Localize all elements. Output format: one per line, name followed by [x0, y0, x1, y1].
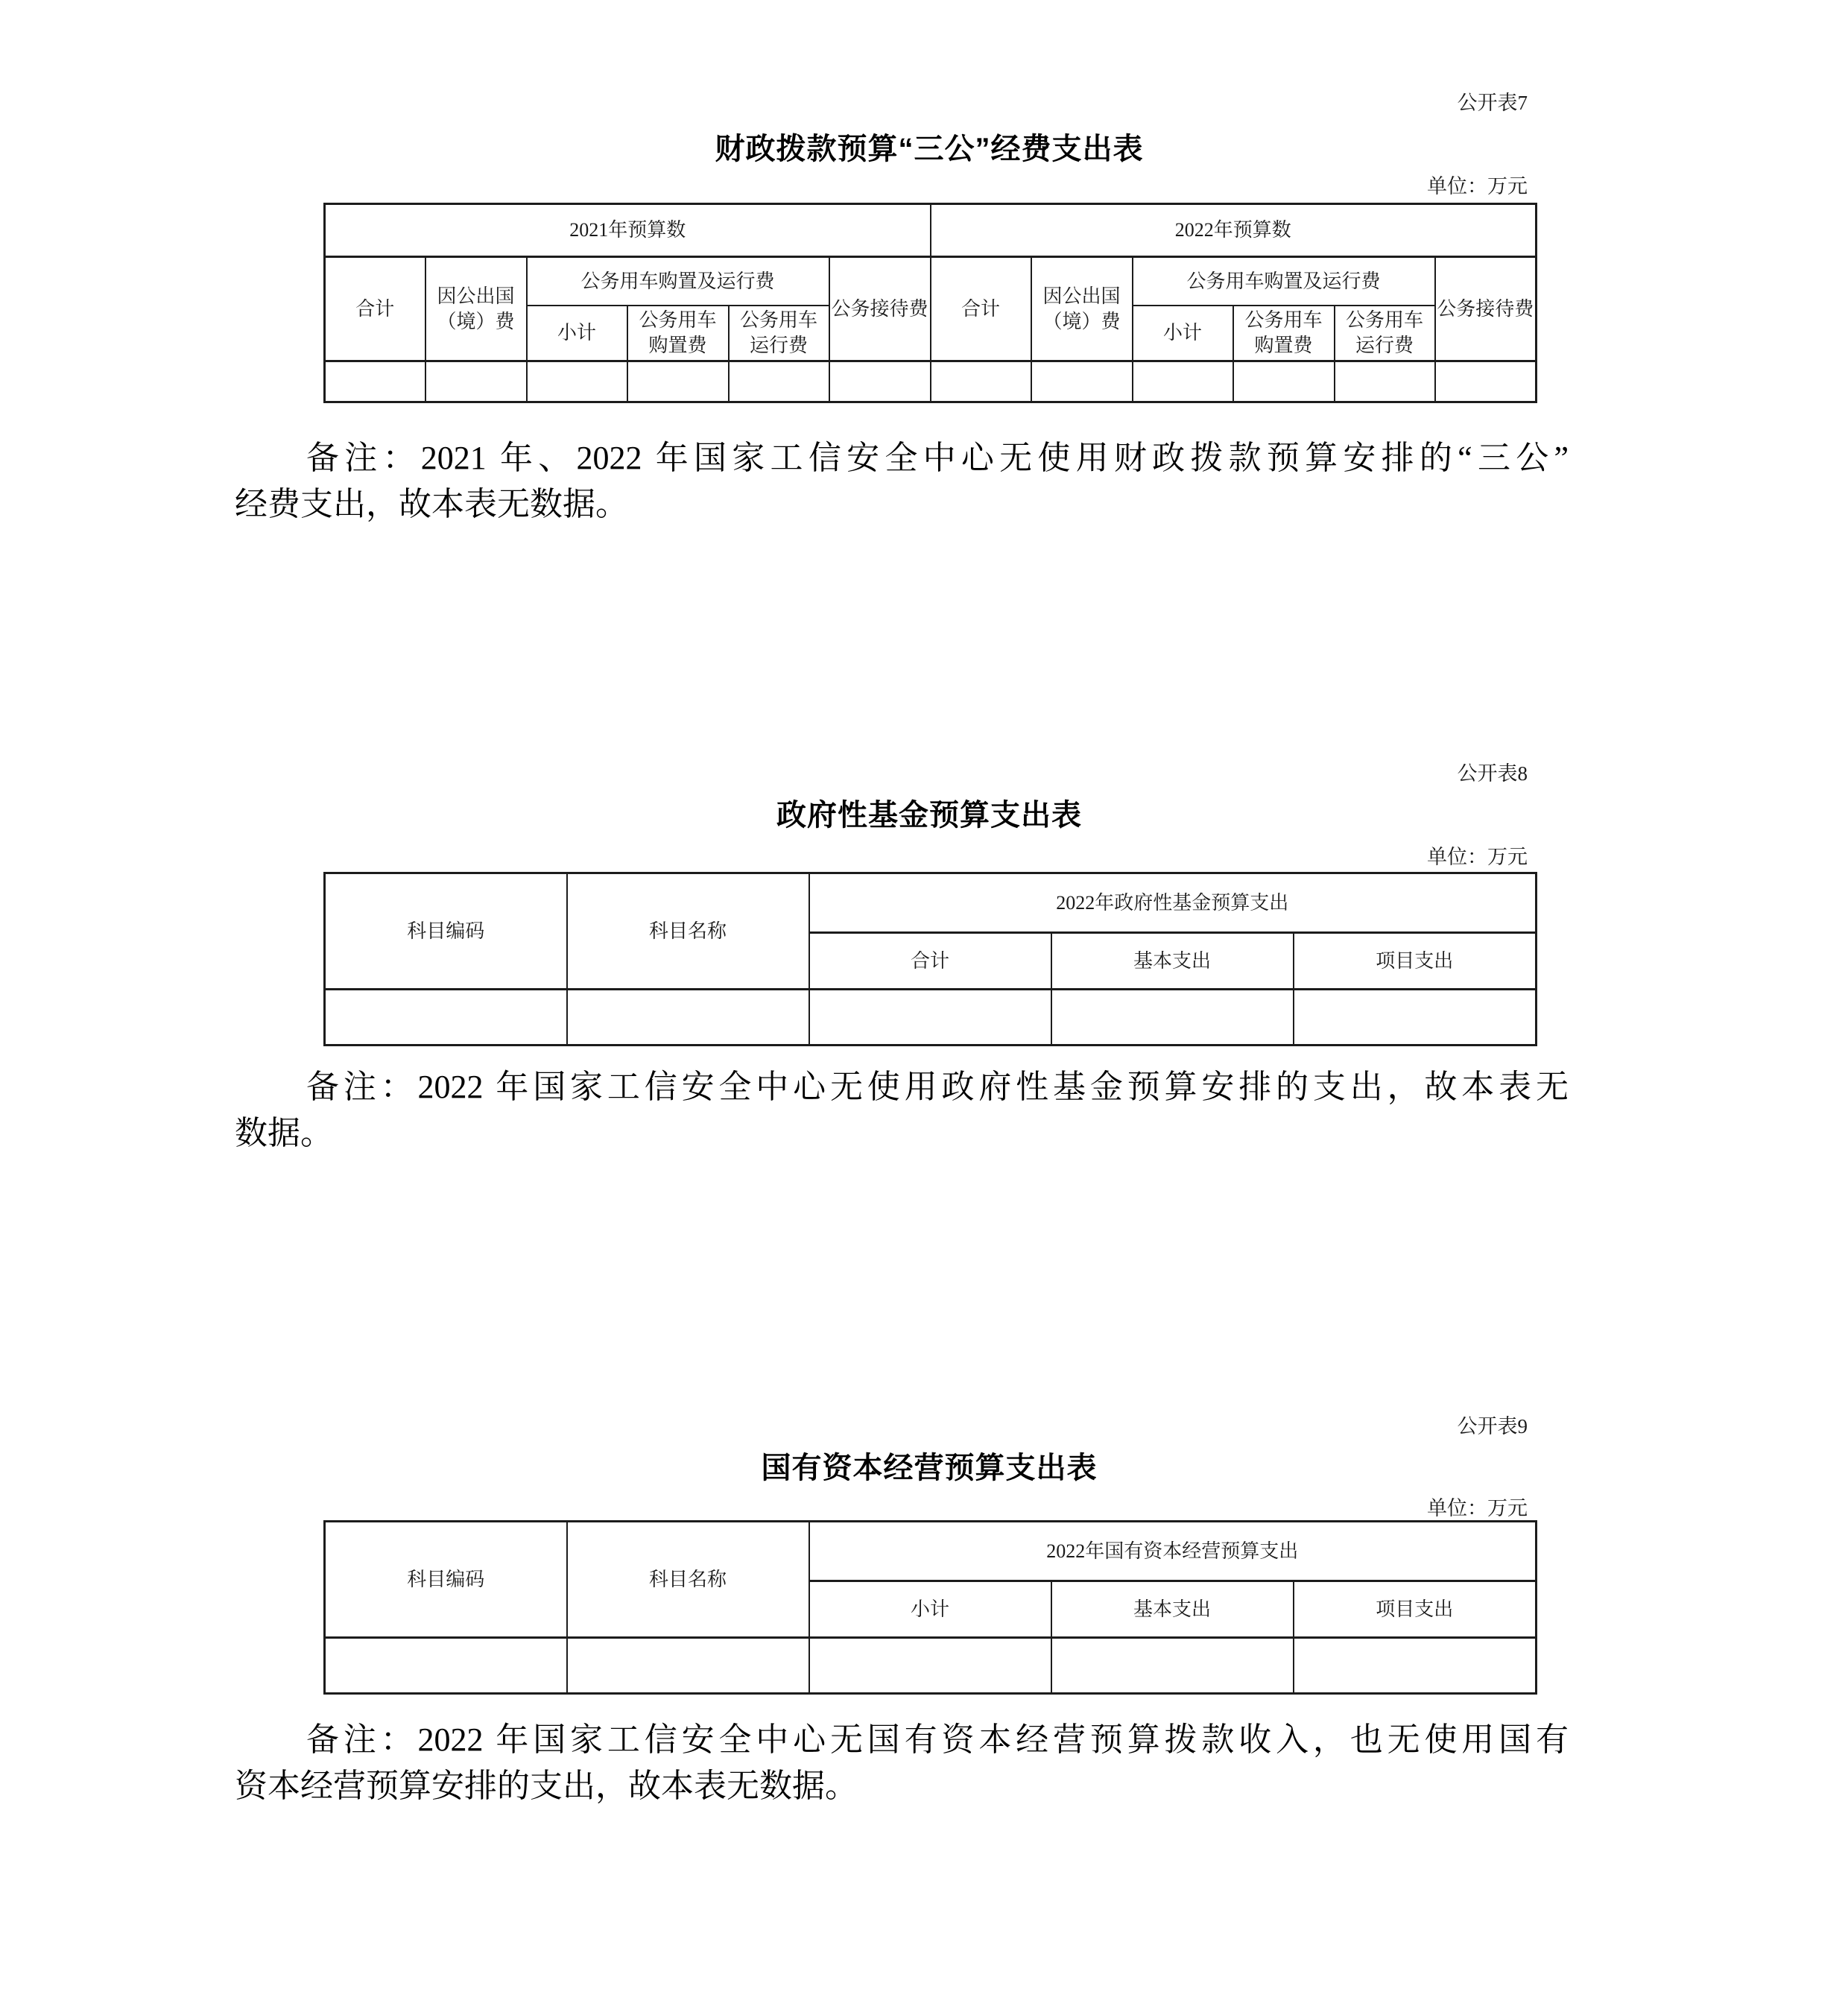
empty-data-cell: [567, 990, 809, 1046]
empty-data-cell: [527, 361, 627, 402]
empty-data-cell: [1051, 1638, 1294, 1694]
remark-line: 资本经营预算安排的支出，故本表无数据。: [235, 1768, 858, 1804]
col-header-abroad-2022: 因公出国（境）费: [1031, 257, 1133, 361]
unit-label-3: 单位：万元: [1427, 1497, 1528, 1519]
empty-data-cell: [1435, 361, 1537, 402]
year-2022-header: 2022年预算数: [931, 204, 1537, 257]
empty-data-cell: [1051, 990, 1294, 1046]
empty-data-cell: [1294, 990, 1537, 1046]
col-header-vehicle-operation-2022: 公务用车运行费: [1335, 306, 1435, 361]
col-header-reception-2021: 公务接待费: [829, 257, 931, 361]
col-header-vehicle-subtotal-2022: 小计: [1133, 306, 1233, 361]
col-header-total-2022: 合计: [931, 257, 1031, 361]
empty-data-cell: [809, 990, 1051, 1046]
remark-line: 备注：2022 年国家工信安全中心无国有资本经营预算拨款收入，也无使用国有: [306, 1721, 1569, 1758]
col-header-total-2021: 合计: [325, 257, 425, 361]
gov-fund-table-title: 政府性基金预算支出表: [776, 799, 1082, 832]
col-header-subtotal: 小计: [809, 1581, 1051, 1638]
empty-data-cell: [1335, 361, 1435, 402]
empty-data-cell: [425, 361, 527, 402]
col-header-vehicle-purchase-2021: 公务用车购置费: [627, 306, 729, 361]
empty-data-cell: [1294, 1638, 1537, 1694]
col-header-reception-2022: 公务接待费: [1435, 257, 1537, 361]
empty-data-cell: [729, 361, 829, 402]
empty-data-cell: [325, 990, 567, 1046]
unit-label-1: 单位：万元: [1427, 175, 1528, 197]
remark-note-3: [235, 1717, 1569, 1809]
empty-data-cell: [829, 361, 931, 402]
col-header-basic-expense: 基本支出: [1051, 933, 1294, 990]
col-header-total: 合计: [809, 933, 1051, 990]
remark-note-2: [235, 1064, 1569, 1157]
col-header-subject-code: 科目编码: [325, 1522, 567, 1638]
empty-data-cell: [1031, 361, 1133, 402]
empty-data-cell: [567, 1638, 809, 1694]
empty-data-cell: [325, 361, 425, 402]
col-header-subject-code: 科目编码: [325, 873, 567, 990]
empty-data-cell: [809, 1638, 1051, 1694]
empty-data-cell: [931, 361, 1031, 402]
col-header-vehicle-group-2021: 公务用车购置及运行费: [527, 257, 829, 306]
sangong-expense-table: [323, 203, 1537, 403]
empty-data-cell: [1133, 361, 1233, 402]
gov-fund-budget-table: [323, 872, 1537, 1046]
col-header-subject-name: 科目名称: [567, 873, 809, 990]
table-tag-9: 公开表9: [1457, 1415, 1528, 1437]
col-header-vehicle-subtotal-2021: 小计: [527, 306, 627, 361]
col-header-vehicle-group-2022: 公务用车购置及运行费: [1133, 257, 1435, 306]
state-capital-budget-table: [323, 1520, 1537, 1695]
empty-data-cell: [1233, 361, 1335, 402]
remark-line: 经费支出，故本表无数据。: [235, 486, 628, 522]
col-header-vehicle-operation-2021: 公务用车运行费: [729, 306, 829, 361]
state-capital-group-header: 2022年国有资本经营预算支出: [809, 1522, 1537, 1581]
empty-data-cell: [325, 1638, 567, 1694]
col-header-project-expense: 项目支出: [1294, 933, 1537, 990]
table-tag-7: 公开表7: [1457, 92, 1528, 114]
col-header-abroad-2021: 因公出国（境）费: [425, 257, 527, 361]
col-header-project-expense: 项目支出: [1294, 1581, 1537, 1638]
year-2021-header: 2021年预算数: [325, 204, 931, 257]
remark-line: 备注：2022 年国家工信安全中心无使用政府性基金预算安排的支出，故本表无: [306, 1069, 1569, 1105]
gov-fund-group-header: 2022年政府性基金预算支出: [809, 873, 1537, 933]
unit-label-2: 单位：万元: [1427, 846, 1528, 868]
col-header-subject-name: 科目名称: [567, 1522, 809, 1638]
sangong-table-title: 财政拨款预算“三公”经费支出表: [715, 133, 1144, 165]
state-capital-table-title: 国有资本经营预算支出表: [761, 1452, 1098, 1484]
remark-note-1: [235, 435, 1569, 528]
col-header-basic-expense: 基本支出: [1051, 1581, 1294, 1638]
remark-line: 数据。: [235, 1115, 333, 1151]
empty-data-cell: [627, 361, 729, 402]
table-tag-8: 公开表8: [1457, 762, 1528, 785]
col-header-vehicle-purchase-2022: 公务用车购置费: [1233, 306, 1335, 361]
remark-line: 备注：2021 年、2022 年国家工信安全中心无使用财政拨款预算安排的“三公”: [306, 440, 1569, 476]
